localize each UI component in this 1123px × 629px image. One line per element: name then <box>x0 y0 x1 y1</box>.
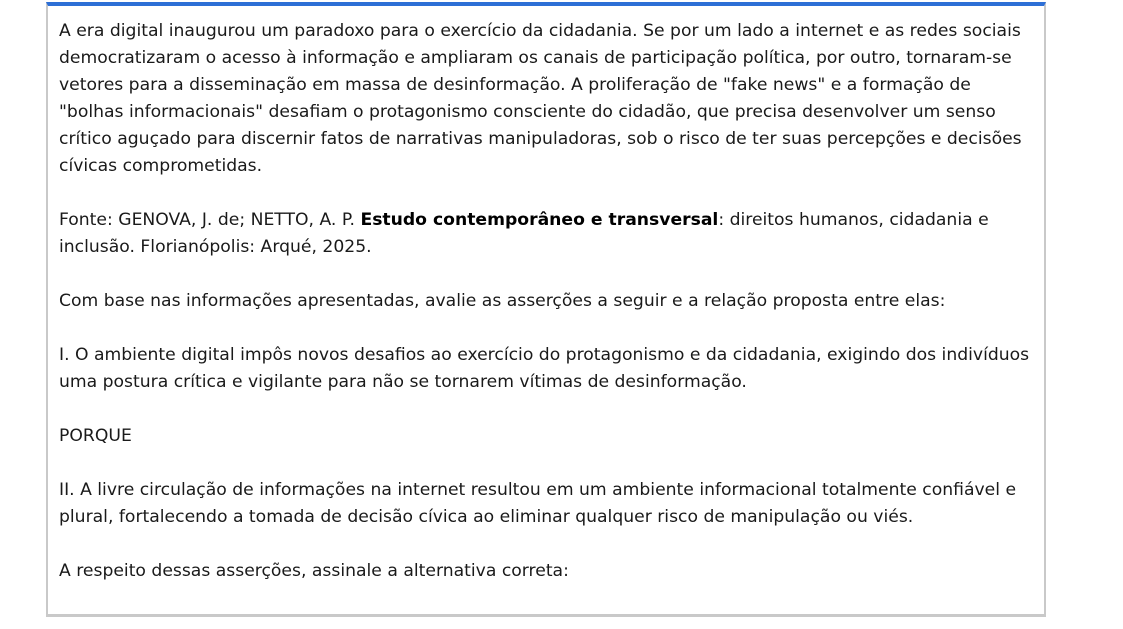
source-prefix: Fonte: GENOVA, J. de; NETTO, A. P. <box>59 210 361 230</box>
assertion-two: II. A livre circulação de informações na internet resultou em um ambiente informacional totalmente confiável e plural, fortalecendo a tomada de decisão cívica ao eliminar qualquer risco de manipulação ou viés. <box>59 480 1017 527</box>
source-title: Estudo contemporâneo e transversal <box>360 210 719 230</box>
question-body <box>59 18 1034 585</box>
question-prompt: A respeito dessas asserções, assinale a alternativa correta: <box>59 561 569 581</box>
question-card <box>46 2 1046 617</box>
context-paragraph: A era digital inaugurou um paradoxo para o exercício da cidadania. Se por um lado a internet e as redes sociais democratizaram o acesso à informação e ampliaram os canais de participação política, por outro, tornaram-se vetores para a disseminação em massa de desinformação. A proliferação de "fake news" e a formação de "bolhas informacionais" desafiam o protagonismo consciente do cidadão, que precisa desenvolver um senso crítico aguçado para discernir fatos de narrativas manipuladoras, sob o risco de ter suas percepções e decisões cívicas comprometidas. <box>59 21 1022 176</box>
source-citation <box>59 207 1034 261</box>
assertion-one: I. O ambiente digital impôs novos desafios ao exercício do protagonismo e da cidadania, exigindo dos indivíduos uma postura crítica e vigilante para não se tornarem vítimas de desinformação. <box>59 345 1030 392</box>
source-suffix: : direitos humanos, cidadania e inclusão. Florianópolis: Arqué, 2025. <box>59 210 989 257</box>
connector-text: PORQUE <box>59 426 132 446</box>
instruction-text: Com base nas informações apresentadas, avalie as asserções a seguir e a relação proposta entre elas: <box>59 291 946 311</box>
